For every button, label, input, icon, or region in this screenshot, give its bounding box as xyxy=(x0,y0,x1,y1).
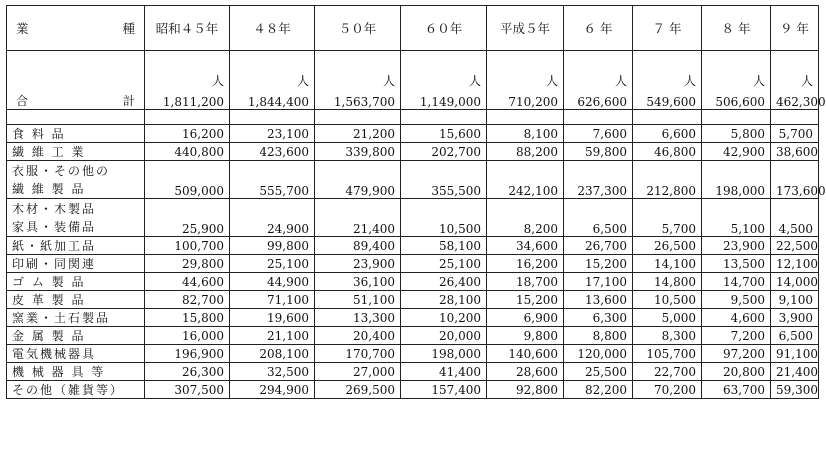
value-cell: 17,100 xyxy=(564,273,633,291)
industry-label: 皮 革 製 品 xyxy=(12,293,86,307)
value-cell: 27,000 xyxy=(315,363,401,381)
total-value: 1,149,000 xyxy=(419,95,481,109)
value-cell: 14,000 xyxy=(771,273,819,291)
value-cell: 7,600 xyxy=(564,125,633,143)
unit-label: 人 xyxy=(382,74,395,88)
value-cell: 25,100 xyxy=(401,255,487,273)
total-label-right: 計 xyxy=(122,94,135,108)
industry-label: ゴ ム 製 品 xyxy=(12,275,86,289)
industry-label-cell xyxy=(7,237,145,255)
year-header: ６ 年 xyxy=(564,6,633,51)
value-cell: 38,600 xyxy=(771,143,819,161)
industry-label-cell xyxy=(7,255,145,273)
value-cell: 16,200 xyxy=(487,255,564,273)
industry-label: 繊 維 工 業 xyxy=(12,145,86,159)
value-cell: 208,100 xyxy=(230,345,315,363)
value-cell: 6,500 xyxy=(564,199,633,237)
value-cell: 22,700 xyxy=(633,363,702,381)
industry-label: 印刷・同関連 xyxy=(12,257,97,271)
total-value-cell xyxy=(401,51,487,110)
value-cell: 10,200 xyxy=(401,309,487,327)
value-cell: 5,700 xyxy=(633,199,702,237)
total-value-cell xyxy=(564,51,633,110)
value-cell: 15,200 xyxy=(487,291,564,309)
value-cell: 51,100 xyxy=(315,291,401,309)
spacer-cell xyxy=(230,110,315,125)
total-value: 710,200 xyxy=(508,95,558,109)
value-cell: 13,500 xyxy=(702,255,771,273)
industry-label: その他（雑貨等） xyxy=(12,383,125,397)
unit-label: 人 xyxy=(211,74,224,88)
value-cell: 70,200 xyxy=(633,381,702,399)
total-label-left: 合 xyxy=(16,94,29,108)
value-cell: 294,900 xyxy=(230,381,315,399)
industry-label-cell xyxy=(7,291,145,309)
value-cell: 26,500 xyxy=(633,237,702,255)
industry-label-cell xyxy=(7,161,145,199)
table-row xyxy=(7,309,819,327)
value-cell: 140,600 xyxy=(487,345,564,363)
value-cell: 42,900 xyxy=(702,143,771,161)
value-cell: 5,000 xyxy=(633,309,702,327)
total-value: 462,300 xyxy=(776,95,826,109)
spacer-cell xyxy=(145,110,230,125)
spacer-cell xyxy=(487,110,564,125)
value-cell: 339,800 xyxy=(315,143,401,161)
total-value: 626,600 xyxy=(577,95,627,109)
value-cell: 14,100 xyxy=(633,255,702,273)
value-cell: 88,200 xyxy=(487,143,564,161)
industry-label: 機 械 器 具 等 xyxy=(12,365,106,379)
value-cell: 25,900 xyxy=(145,199,230,237)
value-cell: 6,900 xyxy=(487,309,564,327)
year-header: 昭和４５年 xyxy=(145,6,230,51)
unit-label: 人 xyxy=(614,74,627,88)
industry-label: 木材・木製品 xyxy=(12,202,97,216)
table-row xyxy=(7,273,819,291)
value-cell: 170,700 xyxy=(315,345,401,363)
value-cell: 5,100 xyxy=(702,199,771,237)
year-header: 平成５年 xyxy=(487,6,564,51)
value-cell: 20,000 xyxy=(401,327,487,345)
value-cell: 32,500 xyxy=(230,363,315,381)
table-row xyxy=(7,381,819,399)
industry-label: 窯業・土石製品 xyxy=(12,311,111,325)
value-cell: 25,500 xyxy=(564,363,633,381)
spacer-cell xyxy=(7,110,145,125)
total-value-cell xyxy=(315,51,401,110)
total-value: 1,563,700 xyxy=(333,95,395,109)
header-row xyxy=(7,6,819,51)
value-cell: 6,300 xyxy=(564,309,633,327)
value-cell: 9,500 xyxy=(702,291,771,309)
value-cell: 21,200 xyxy=(315,125,401,143)
value-cell: 59,300 xyxy=(771,381,819,399)
value-cell: 71,100 xyxy=(230,291,315,309)
value-cell: 41,400 xyxy=(401,363,487,381)
industry-label-cell xyxy=(7,381,145,399)
value-cell: 6,600 xyxy=(633,125,702,143)
industry-label-cell xyxy=(7,273,145,291)
total-value-cell xyxy=(702,51,771,110)
unit-label: 人 xyxy=(683,74,696,88)
value-cell: 5,800 xyxy=(702,125,771,143)
value-cell: 26,700 xyxy=(564,237,633,255)
spacer-cell xyxy=(564,110,633,125)
value-cell: 440,800 xyxy=(145,143,230,161)
industry-label-cell xyxy=(7,327,145,345)
value-cell: 120,000 xyxy=(564,345,633,363)
value-cell: 8,300 xyxy=(633,327,702,345)
industry-label: 食 料 品 xyxy=(12,127,66,141)
value-cell: 307,500 xyxy=(145,381,230,399)
spacer-cell xyxy=(401,110,487,125)
value-cell: 15,200 xyxy=(564,255,633,273)
value-cell: 34,600 xyxy=(487,237,564,255)
value-cell: 5,700 xyxy=(771,125,819,143)
year-header: ５０年 xyxy=(315,6,401,51)
value-cell: 105,700 xyxy=(633,345,702,363)
value-cell: 26,300 xyxy=(145,363,230,381)
value-cell: 36,100 xyxy=(315,273,401,291)
value-cell: 46,800 xyxy=(633,143,702,161)
unit-label: 人 xyxy=(545,74,558,88)
value-cell: 24,900 xyxy=(230,199,315,237)
value-cell: 23,900 xyxy=(702,237,771,255)
value-cell: 63,700 xyxy=(702,381,771,399)
industry-label-line2: 繊 維 製 品 xyxy=(12,182,86,196)
industry-label: 衣服・その他の xyxy=(12,164,111,178)
value-cell: 555,700 xyxy=(230,161,315,199)
value-cell: 7,200 xyxy=(702,327,771,345)
industry-label-line2: 家具・装備品 xyxy=(12,220,97,234)
total-row xyxy=(7,51,819,110)
value-cell: 28,100 xyxy=(401,291,487,309)
industry-header-right: 種 xyxy=(122,21,135,36)
spacer-row xyxy=(7,110,819,125)
value-cell: 59,800 xyxy=(564,143,633,161)
total-value-cell xyxy=(771,51,826,110)
table-row xyxy=(7,161,819,199)
value-cell: 4,500 xyxy=(771,199,819,237)
industry-label-cell xyxy=(7,345,145,363)
value-cell: 23,900 xyxy=(315,255,401,273)
industry-label-cell xyxy=(7,125,145,143)
value-cell: 21,400 xyxy=(771,363,819,381)
year-header: ８ 年 xyxy=(702,6,771,51)
value-cell: 509,000 xyxy=(145,161,230,199)
value-cell: 3,900 xyxy=(771,309,819,327)
value-cell: 19,600 xyxy=(230,309,315,327)
value-cell: 10,500 xyxy=(633,291,702,309)
total-value-cell xyxy=(487,51,564,110)
value-cell: 21,100 xyxy=(230,327,315,345)
year-header: ６０年 xyxy=(401,6,487,51)
table-row xyxy=(7,345,819,363)
value-cell: 14,700 xyxy=(702,273,771,291)
unit-label: 人 xyxy=(800,74,813,88)
value-cell: 6,500 xyxy=(771,327,819,345)
value-cell: 16,000 xyxy=(145,327,230,345)
value-cell: 28,600 xyxy=(487,363,564,381)
value-cell: 198,000 xyxy=(401,345,487,363)
value-cell: 91,100 xyxy=(771,345,819,363)
value-cell: 22,500 xyxy=(771,237,819,255)
value-cell: 23,100 xyxy=(230,125,315,143)
value-cell: 89,400 xyxy=(315,237,401,255)
value-cell: 242,100 xyxy=(487,161,564,199)
value-cell: 13,600 xyxy=(564,291,633,309)
value-cell: 9,800 xyxy=(487,327,564,345)
value-cell: 355,500 xyxy=(401,161,487,199)
year-header: ７ 年 xyxy=(633,6,702,51)
value-cell: 212,800 xyxy=(633,161,702,199)
value-cell: 12,100 xyxy=(771,255,819,273)
employment-table xyxy=(6,5,826,399)
value-cell: 97,200 xyxy=(702,345,771,363)
table-row xyxy=(7,143,819,161)
industry-label: 金 属 製 品 xyxy=(12,329,86,343)
value-cell: 173,600 xyxy=(771,161,819,199)
value-cell: 8,200 xyxy=(487,199,564,237)
industry-label-cell xyxy=(7,199,145,237)
table-body xyxy=(7,51,826,399)
total-value: 1,844,400 xyxy=(247,95,309,109)
value-cell: 4,600 xyxy=(702,309,771,327)
value-cell: 269,500 xyxy=(315,381,401,399)
industry-header-left: 業 xyxy=(16,21,29,36)
spacer-cell xyxy=(771,110,819,125)
value-cell: 99,800 xyxy=(230,237,315,255)
total-value-cell xyxy=(145,51,230,110)
total-value: 506,600 xyxy=(715,95,765,109)
value-cell: 479,900 xyxy=(315,161,401,199)
industry-label-cell xyxy=(7,309,145,327)
value-cell: 157,400 xyxy=(401,381,487,399)
year-header: ９ 年 xyxy=(771,6,819,51)
total-value-cell xyxy=(230,51,315,110)
table-row xyxy=(7,327,819,345)
spacer-cell xyxy=(315,110,401,125)
value-cell: 237,300 xyxy=(564,161,633,199)
value-cell: 25,100 xyxy=(230,255,315,273)
value-cell: 8,800 xyxy=(564,327,633,345)
table-row xyxy=(7,291,819,309)
industry-label-cell xyxy=(7,143,145,161)
year-header: ４８年 xyxy=(230,6,315,51)
unit-label: 人 xyxy=(468,74,481,88)
table-row xyxy=(7,125,819,143)
table-row xyxy=(7,363,819,381)
value-cell: 44,900 xyxy=(230,273,315,291)
value-cell: 100,700 xyxy=(145,237,230,255)
total-value: 1,811,200 xyxy=(162,95,224,109)
value-cell: 82,200 xyxy=(564,381,633,399)
value-cell: 82,700 xyxy=(145,291,230,309)
value-cell: 15,800 xyxy=(145,309,230,327)
value-cell: 196,900 xyxy=(145,345,230,363)
value-cell: 16,200 xyxy=(145,125,230,143)
value-cell: 18,700 xyxy=(487,273,564,291)
value-cell: 9,100 xyxy=(771,291,819,309)
value-cell: 58,100 xyxy=(401,237,487,255)
total-label-cell xyxy=(7,51,145,110)
unit-label: 人 xyxy=(296,74,309,88)
value-cell: 8,100 xyxy=(487,125,564,143)
value-cell: 26,400 xyxy=(401,273,487,291)
value-cell: 423,600 xyxy=(230,143,315,161)
industry-label: 紙・紙加工品 xyxy=(12,239,97,253)
table-row xyxy=(7,237,819,255)
value-cell: 21,400 xyxy=(315,199,401,237)
value-cell: 10,500 xyxy=(401,199,487,237)
value-cell: 20,800 xyxy=(702,363,771,381)
industry-label: 電気機械器具 xyxy=(12,347,97,361)
value-cell: 29,800 xyxy=(145,255,230,273)
value-cell: 15,600 xyxy=(401,125,487,143)
value-cell: 92,800 xyxy=(487,381,564,399)
value-cell: 13,300 xyxy=(315,309,401,327)
unit-label: 人 xyxy=(752,74,765,88)
total-value-cell xyxy=(633,51,702,110)
value-cell: 14,800 xyxy=(633,273,702,291)
total-value: 549,600 xyxy=(646,95,696,109)
value-cell: 198,000 xyxy=(702,161,771,199)
spacer-cell xyxy=(702,110,771,125)
table-row xyxy=(7,199,819,237)
value-cell: 20,400 xyxy=(315,327,401,345)
industry-header xyxy=(7,6,145,51)
value-cell: 44,600 xyxy=(145,273,230,291)
spacer-cell xyxy=(633,110,702,125)
value-cell: 202,700 xyxy=(401,143,487,161)
industry-label-cell xyxy=(7,363,145,381)
table-row xyxy=(7,255,819,273)
